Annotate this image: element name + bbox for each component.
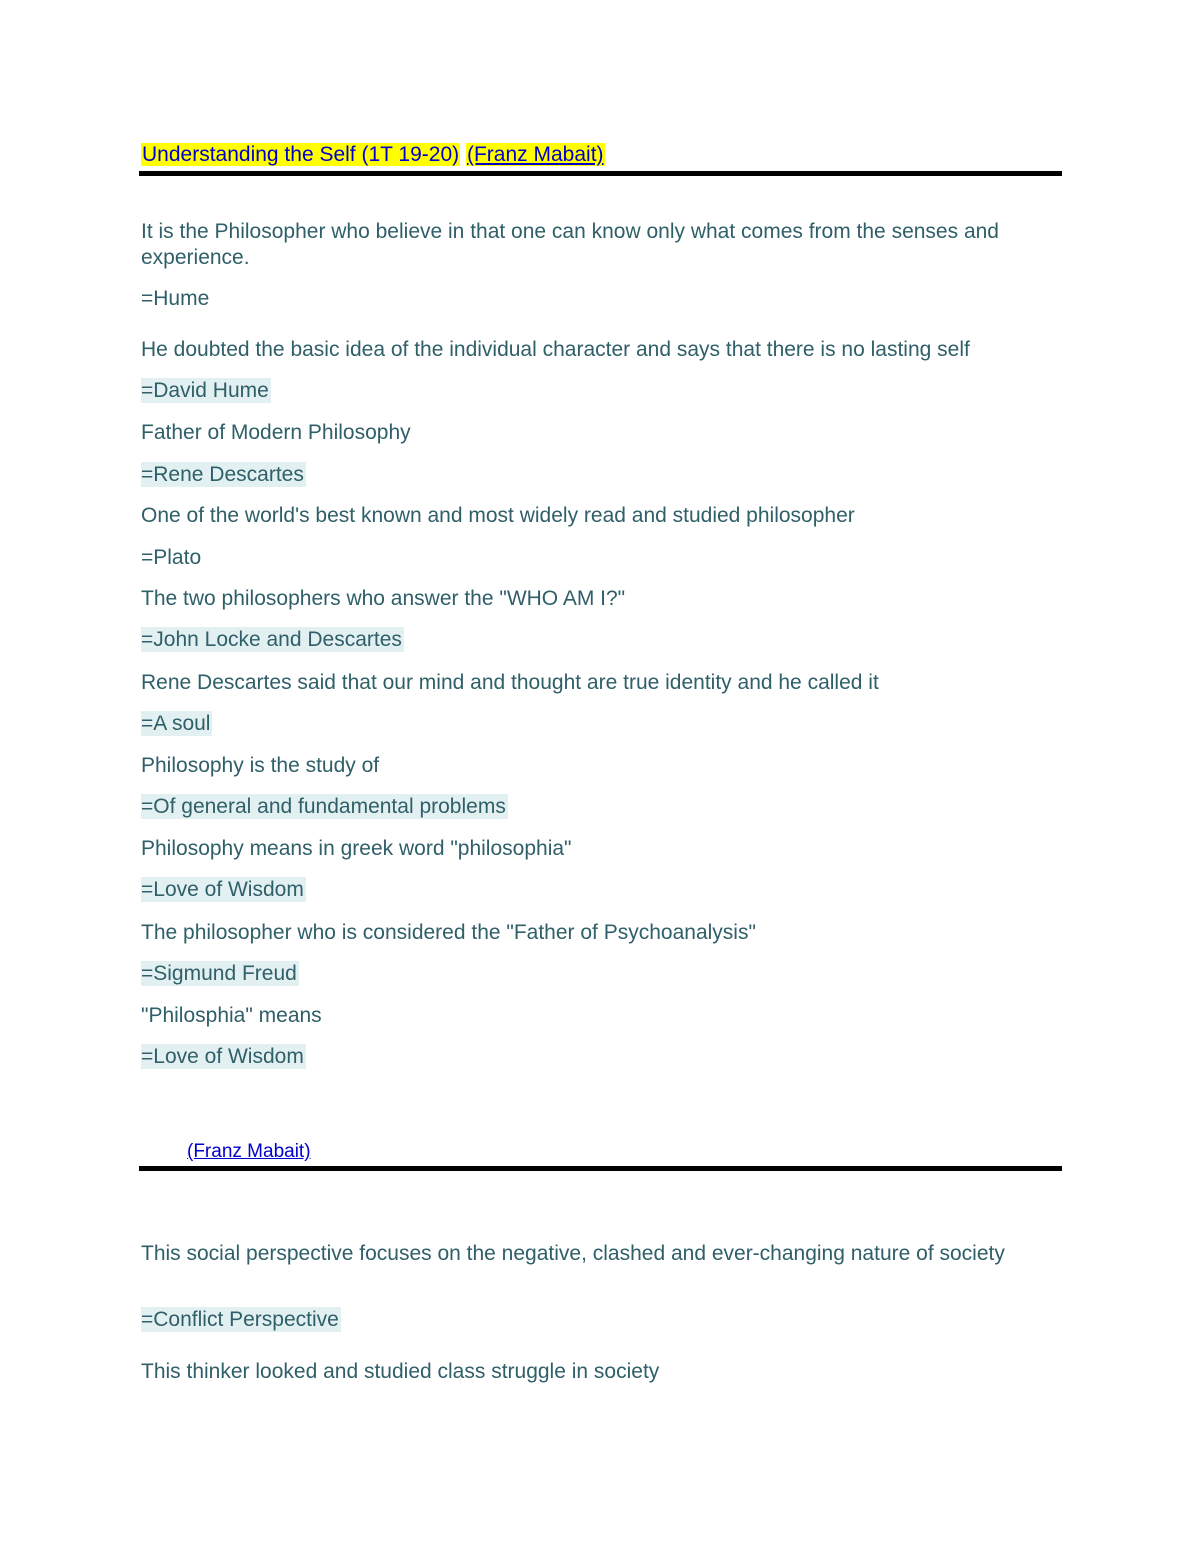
question-3: Father of Modern Philosophy — [141, 421, 411, 444]
section2-author — [187, 1140, 311, 1164]
answer-3-text: =Rene Descartes — [141, 463, 304, 486]
page-title: Understanding the Self (1T 19-20) — [142, 143, 460, 166]
answer-8-text: =Love of Wisdom — [141, 878, 304, 901]
answer-9-text: =Sigmund Freud — [141, 962, 297, 985]
answer-1: =Hume — [141, 287, 210, 310]
question-1: It is the Philosopher who believe in that one can know only what comes from the senses and experience. — [141, 220, 999, 269]
question-12: This thinker looked and studied class struggle in society — [141, 1360, 660, 1383]
answer-4: =Plato — [141, 546, 202, 569]
answer-5 — [141, 627, 404, 653]
answer-7 — [141, 794, 508, 820]
question-10: "Philosphia" means — [141, 1004, 322, 1027]
answer-7-text: =Of general and fundamental problems — [141, 795, 506, 818]
author-link[interactable]: (Franz Mabait) — [466, 143, 604, 166]
answer-6 — [141, 711, 212, 737]
answer-2-text: =David Hume — [141, 379, 269, 402]
answer-5-text: =John Locke and Descartes — [141, 628, 402, 651]
answer-10 — [141, 1044, 306, 1070]
answer-2 — [141, 378, 271, 404]
question-5: The two philosophers who answer the "WHO AM I?" — [141, 587, 626, 610]
question-4: One of the world's best known and most widely read and studied philosopher — [141, 504, 855, 527]
header-divider — [139, 171, 1062, 176]
answer-10-text: =Love of Wisdom — [141, 1045, 304, 1068]
question-9: The philosopher who is considered the "Father of Psychoanalysis" — [141, 921, 756, 944]
question-7: Philosophy is the study of — [141, 754, 380, 777]
question-6: Rene Descartes said that our mind and thought are true identity and he called it — [141, 671, 879, 694]
answer-11 — [141, 1307, 341, 1333]
section2-author-link[interactable]: (Franz Mabait) — [187, 1141, 311, 1162]
answer-6-text: =A soul — [141, 712, 211, 735]
answer-3 — [141, 462, 306, 488]
question-2: He doubted the basic idea of the individual character and says that there is no lasting self — [141, 338, 970, 361]
question-8: Philosophy means in greek word "philosophia" — [141, 837, 572, 860]
answer-9 — [141, 961, 299, 987]
document-title-line — [141, 141, 605, 169]
answer-11-text: =Conflict Perspective — [141, 1308, 339, 1331]
question-11: This social perspective focuses on the negative, clashed and ever-changing nature of society — [141, 1242, 1005, 1265]
section2-divider — [139, 1166, 1062, 1171]
answer-8 — [141, 877, 306, 903]
